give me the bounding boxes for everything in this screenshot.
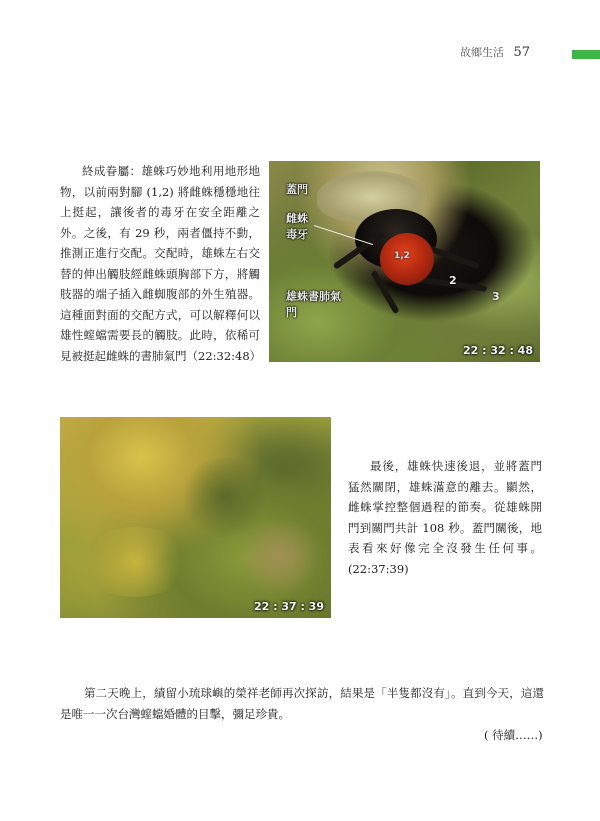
paragraph-conclusion: 第二天晚上，績留小琉球嶼的榮祥老師再次探訪，結果是「半隻都沒有」。直到今天，這還是唯一一次台灣螲蟷婚體的目擊，彌足珍貴。 <box>60 686 544 721</box>
photo-timestamp: 22 : 37 : 39 <box>253 600 324 613</box>
section-title: 故鄉生活 <box>459 46 504 59</box>
paragraph-departure: 最後，雄蛛快速後退，並將蓋門猛然關閉，雄蛛滿意的離去。顯然，雌蛛掌控整個過程的節奏。從雄蛛開門到關門共計 108 秒。蓋門關後，地表看來好像完全沒發生任何事。(22:37:39) <box>348 459 542 576</box>
leg-number: 3 <box>492 290 500 303</box>
accent-bar <box>572 50 600 59</box>
photo-closed-trapdoor <box>60 417 331 618</box>
photo-timestamp: 22 : 32 : 48 <box>462 344 533 357</box>
label-fang: 雌蛛毒牙 <box>286 212 308 241</box>
page-header <box>460 44 530 60</box>
paragraph-mating: 終成眷屬：雄蛛巧妙地利用地形地物，以前兩對腳 (1,2) 將雌蛛穩穩地往上挺起，讓後者的毒牙在安全距離之外。之後，有 29 秒，兩者僵持不動，推測正進行交配。交配時，雄蛛左右交替的伸出觸肢經雌蛛頭胸部下方，將觸肢器的端子插入雌蜘腹部的外生殖器。這種面對面的交配方式，可以解釋何以雄性螲蟷需要長的觸肢。此時，依稀可見被挺起雌蛛的書肺氣門（22:32:48） <box>60 164 262 363</box>
photo-spider-mating <box>269 161 540 362</box>
label-lid: 蓋門 <box>286 183 308 196</box>
to-be-continued: ( 待續……) <box>484 728 543 742</box>
leg-number: 1,2 <box>394 251 410 261</box>
page-number: 57 <box>513 45 530 60</box>
moss-patch <box>80 527 190 597</box>
moss-patch <box>240 517 320 597</box>
leg-number: 2 <box>449 274 457 287</box>
label-book-lung: 雄蛛書肺氣門 <box>286 290 341 319</box>
